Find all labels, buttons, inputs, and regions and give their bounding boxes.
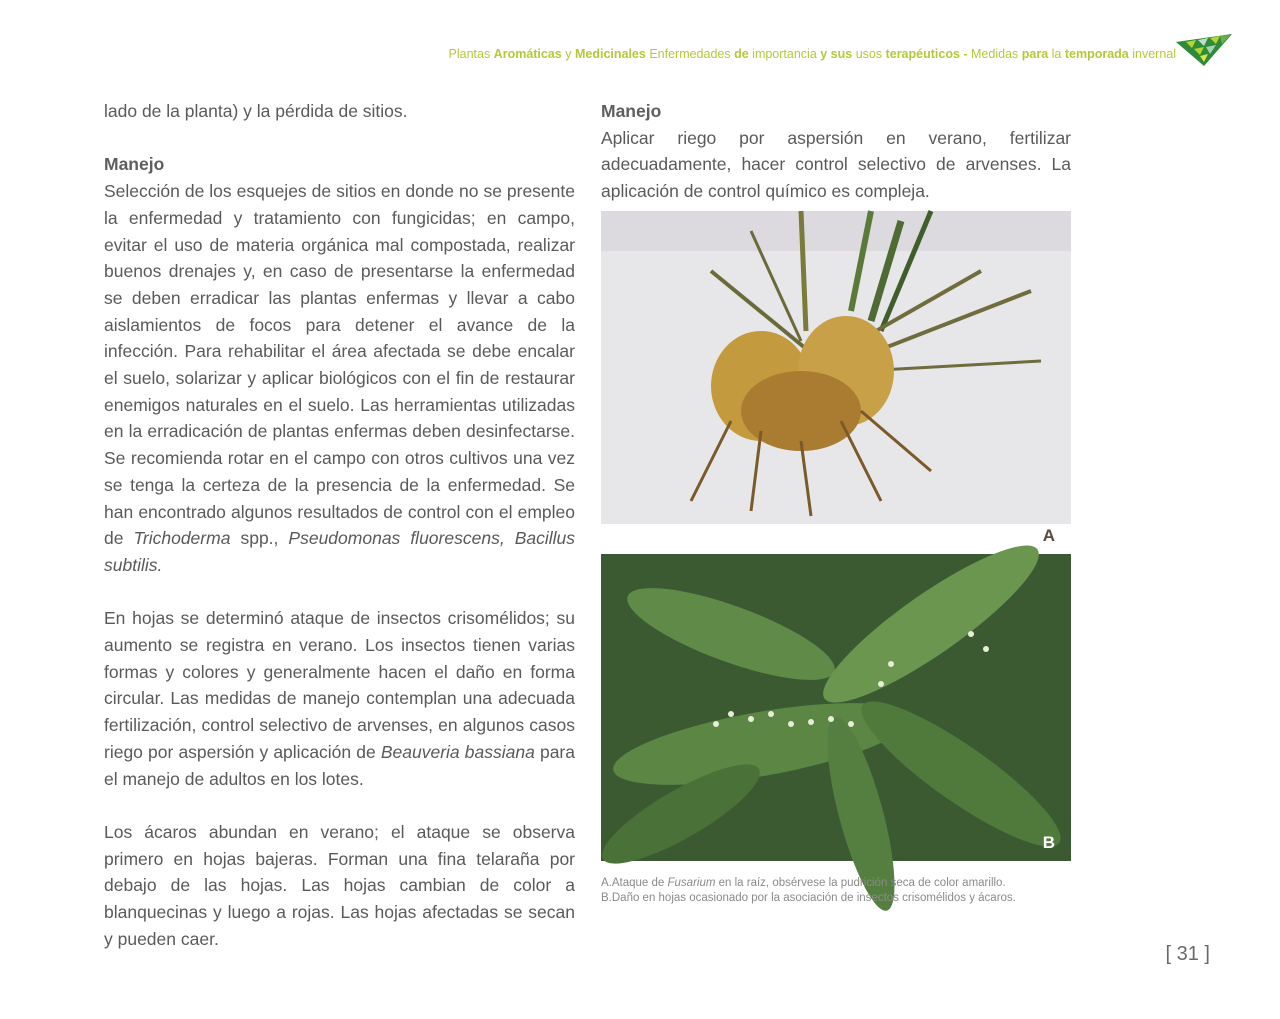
management-paragraph: Selección de los esquejes de sitios en donde no se presente la enfermedad y tratamiento con fungicidas; en campo, evitar el uso de materia orgánica mal compostada, realizar buenos drenajes y, en caso de presentarse la enfermedad se deben erradicar las plantas enfermas y llevar a cabo aislamientos de focos para detener el avance de la infección. Para rehabilitar el área afectada se debe encalar el suelo, solarizar y aplicar biológicos con el fin de restaurar enemigos naturales en el suelo. Las herramientas utilizadas en la erradicación de plantas enfermas deben desinfectarse. Se recomienda rotar en el campo con otros cultivos una vez se tenga la certeza de la presencia de la enfermedad. Se han encontrado algunos resultados de control con el empleo de Trichoderma spp., Pseudomonas fluorescens, Bacillus subtilis. — [104, 181, 575, 575]
intro-text: lado de la planta) y la pérdida de sitios. — [104, 101, 408, 121]
header-part: importancia — [748, 47, 821, 61]
mites-paragraph: Los ácaros abundan en verano; el ataque se observa primero en hojas bajeras. Forman una fina telaraña por debajo de las hojas. Las hojas cambian de color a blanquecinas y luego a rojas. Las hojas afectadas se secan y pueden caer. — [104, 821, 575, 949]
header-part: terapéuticos - — [885, 47, 968, 61]
figure-caption — [601, 876, 1071, 906]
leaf-photo-illustration — [601, 554, 1071, 861]
header-part: usos — [852, 47, 886, 61]
header-part: Medicinales — [574, 47, 646, 61]
manejo-heading-right: Manejo — [601, 101, 662, 121]
manejo-heading-left: Manejo — [104, 154, 165, 175]
logo-icon — [1176, 32, 1232, 68]
header-part: para — [1021, 47, 1049, 61]
left-column — [104, 98, 575, 952]
header-part: y — [561, 47, 575, 61]
page-number: [ 31 ] — [1165, 943, 1210, 965]
photo-leaf-damage — [601, 554, 1071, 861]
header-part: de — [734, 47, 749, 61]
header-part: la — [1048, 47, 1065, 61]
caption-a: A.Ataque de Fusarium en la raíz, obsérvese la pudrición seca de color amarillo. — [601, 877, 1006, 889]
photo-label-a: A — [1042, 526, 1055, 545]
running-header — [449, 47, 1177, 61]
header-part: y sus — [820, 47, 853, 61]
root-photo-illustration — [601, 211, 1071, 524]
header-part: invernal — [1128, 47, 1176, 61]
photo-root-rot — [601, 211, 1071, 545]
header-part: Enfermedades — [645, 47, 735, 61]
insects-paragraph: En hojas se determinó ataque de insectos crisomélidos; su aumento se registra en verano. Los insectos tienen varias formas y colores y generalmente hacen el daño en forma circular. Las medidas de manejo contemplan una adecuada fertilización, control selectivo de arvenses, en algunos casos riego por aspersión y aplicación de Beauveria bassiana para el manejo de adultos en los lotes. — [104, 608, 575, 789]
header-part: Medidas — [967, 47, 1022, 61]
photo-label-b: B — [1042, 833, 1055, 852]
caption-b: B.Daño en hojas ocasionado por la asociación de insectos crisomélidos y ácaros. — [601, 892, 1016, 904]
header-part: Aromáticas — [493, 47, 562, 61]
management-paragraph-right: Aplicar riego por aspersión en verano, fertilizar adecuadamente, hacer control selectivo de arvenses. La aplicación de control químico es compleja. — [601, 127, 1071, 202]
right-column — [601, 98, 1071, 205]
header-part: temporada — [1064, 47, 1129, 61]
header-part: Plantas — [448, 47, 494, 61]
